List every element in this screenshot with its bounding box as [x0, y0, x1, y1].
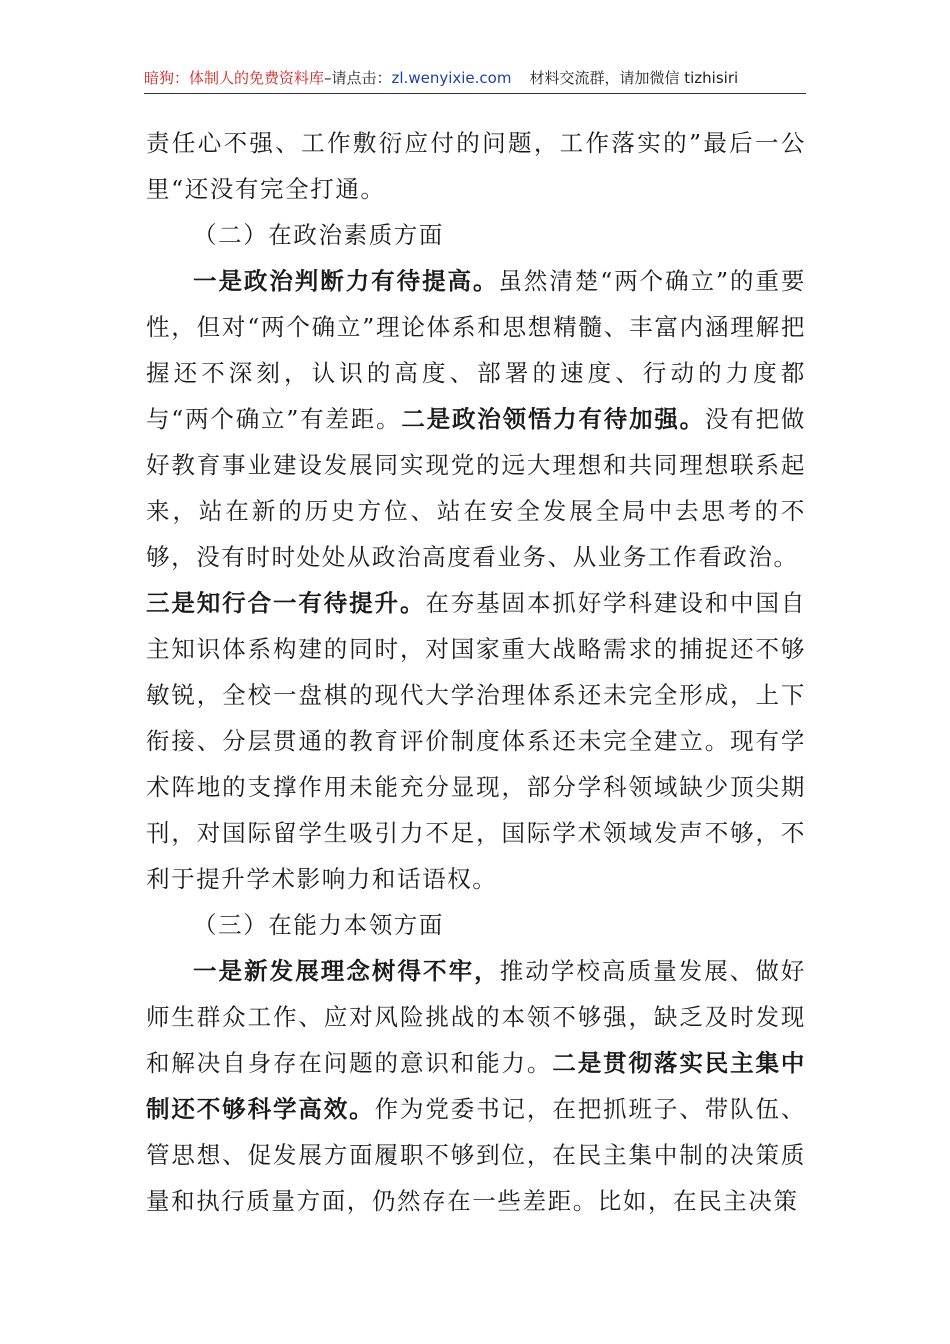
page-header [144, 66, 806, 90]
ability-point-2-title: 二是贯彻落实民主集中制还不够科学高效。 [146, 1049, 807, 1123]
header-url-link[interactable]: zl.wenyixie.com [391, 69, 512, 87]
header-divider [144, 93, 806, 94]
document-body [146, 120, 806, 1224]
header-click-prompt: –请点击： [324, 69, 392, 87]
point-2-title: 二是政治领悟力有待加强。 [401, 405, 705, 433]
paragraph-ability [146, 948, 806, 1224]
point-1-text: 虽然清楚“两个确立”的重要性，但对“两个确立”理论体系和思想精髓、丰富内涵理解把握还不深刻，认识的高度、部署的速度、行动的力度都与“两个确立”有差距。 [146, 267, 806, 433]
point-3-text: 在夯基固本抓好学科建设和中国自主知识体系构建的同时，对国家重大战略需求的捕捉还不够敏锐，全校一盘棋的现代大学治理体系还未完全形成，上下衔接、分层贯通的教育评价制度体系还未完全建立。现有学术阵地的支撑作用未能充分显现，部分学科领域缺少顶尖期刊，对国际留学生吸引力不足，国际学术领域发声不够，不利于提升学术影响力和话语权。 [146, 589, 806, 893]
section-heading-political-quality: （二）在政治素质方面 [193, 221, 444, 249]
point-2-text: 没有把做好教育事业建设发展同实现党的远大理想和共同理想联系起来，站在新的历史方位、站在安全发展全局中去思考的不够，没有时时处处从政治高度看业务、从业务工作看政治。 [146, 405, 806, 571]
point-1-title: 一是政治判断力有待提高。 [193, 267, 499, 295]
section-heading-ability: （三）在能力本领方面 [193, 911, 444, 939]
ability-point-1-title: 一是新发展理念树得不牢， [193, 957, 500, 985]
header-wechat-note: 材料交流群，请加微信 tizhisiri [529, 69, 739, 87]
ability-point-2-text: 作为党委书记，在把抓班子、带队伍、管思想、促发展方面履职不够到位，在民主集中制的决策质量和执行质量方面，仍然存在一些差距。比如，在民主决策 [146, 1095, 806, 1215]
paragraph-point-3 [146, 580, 806, 902]
paragraph-political-quality [146, 258, 806, 580]
header-site-name: 暗狗：体制人的免费资料库 [144, 69, 325, 87]
paragraph-continuation: 责任心不强、工作敷衍应付的问题，工作落实的”最后一公里“还没有完全打通。 [146, 129, 806, 203]
point-3-title: 三是知行合一有待提升。 [146, 589, 426, 617]
ability-point-1-text: 推动学校高质量发展、做好师生群众工作、应对风险挑战的本领不够强，缺乏及时发现和解决自身存在问题的意识和能力。 [146, 957, 807, 1077]
